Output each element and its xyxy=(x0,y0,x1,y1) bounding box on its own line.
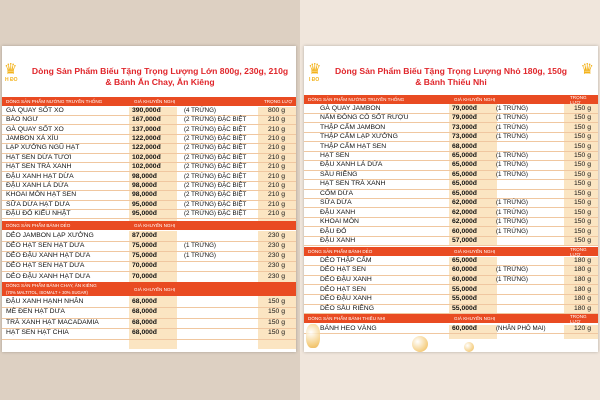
product-name: SỮA DỪA xyxy=(320,199,352,207)
product-weight: 230 g xyxy=(268,231,286,239)
product-row xyxy=(2,144,296,153)
product-row xyxy=(2,251,296,260)
product-price: 60,000đ xyxy=(452,275,477,283)
product-price: 65,000đ xyxy=(452,170,477,178)
product-price: 167,000đ xyxy=(132,116,161,124)
product-weight: 210 g xyxy=(268,144,286,152)
section-price-header: GIÁ KHUYẾN NGHỊ xyxy=(454,97,496,102)
product-price: 55,000đ xyxy=(452,304,477,312)
product-weight: 150 g xyxy=(574,152,592,160)
product-name: THẬP CẨM HẠT SEN xyxy=(320,142,387,150)
product-row xyxy=(2,329,296,338)
product-name: DẺO THẬP CẨM xyxy=(320,256,372,264)
product-price: 68,000đ xyxy=(132,308,157,316)
product-note: (1 TRỨNG) xyxy=(496,170,528,178)
product-row xyxy=(2,191,296,200)
product-weight: 180 g xyxy=(574,256,592,264)
product-row xyxy=(304,104,598,113)
product-weight: 150 g xyxy=(574,123,592,131)
product-price: 65,000đ xyxy=(452,152,477,160)
product-note: (2 TRỨNG) ĐẶC BIỆT xyxy=(184,163,247,171)
product-row xyxy=(304,142,598,151)
product-weight: 150 g xyxy=(574,180,592,188)
brand-logo-text: H ĐO xyxy=(5,77,18,83)
right-price-sheet xyxy=(304,46,598,352)
crown-decoration-icon: ♛ xyxy=(580,61,594,78)
product-name: TRÀ XANH HẠT MACADAMIA xyxy=(6,318,99,326)
product-row xyxy=(2,318,296,327)
section-name: DÒNG SẢN PHẨM BÁNH THIẾU NHI xyxy=(308,316,386,321)
left-price-sheet xyxy=(2,46,296,352)
product-price: 79,000đ xyxy=(452,114,477,122)
product-weight: 210 g xyxy=(268,210,286,218)
product-row xyxy=(304,151,598,160)
right-title xyxy=(304,66,598,88)
product-name: GÀ QUAY SỐT XO xyxy=(6,106,64,114)
product-weight: 180 g xyxy=(574,285,592,293)
product-weight: 180 g xyxy=(574,304,592,312)
row-divider xyxy=(304,333,598,334)
product-row xyxy=(2,241,296,250)
product-row xyxy=(2,181,296,190)
row-divider xyxy=(2,339,296,340)
product-note: (4 TRỨNG) xyxy=(184,106,216,114)
product-name: ĐẬU XANH LÁ DỨA xyxy=(6,181,69,189)
product-name: KHOAI MÔN HẠT SEN xyxy=(6,191,77,199)
product-row xyxy=(2,308,296,317)
left-title xyxy=(2,66,296,88)
product-price: 70,000đ xyxy=(132,262,157,270)
product-price: 95,000đ xyxy=(132,210,157,218)
section-header xyxy=(2,97,296,106)
product-name: THẬP CẨM JAMBON xyxy=(320,123,386,131)
product-note: (1 TRỨNG) xyxy=(496,208,528,216)
product-row xyxy=(2,106,296,115)
product-row xyxy=(304,236,598,245)
product-name: JAMBON XÁ XÍU xyxy=(6,134,59,142)
product-weight: 210 g xyxy=(268,153,286,161)
product-row xyxy=(2,297,296,306)
product-name: ĐẬU XANH HẠT DỪA xyxy=(6,172,74,180)
product-row xyxy=(2,134,296,143)
product-weight: 150 g xyxy=(268,318,286,326)
product-name: BÁNH HEO VÀNG xyxy=(320,324,377,332)
product-price: 122,000đ xyxy=(132,134,161,142)
product-price: 55,000đ xyxy=(452,295,477,303)
product-row xyxy=(304,324,598,333)
product-price: 122,000đ xyxy=(132,144,161,152)
product-note: (1 TRỨNG) xyxy=(496,123,528,131)
product-note: (2 TRỨNG) ĐẶC BIỆT xyxy=(184,172,247,180)
product-name: DẺO JAMBON LẠP XƯỞNG xyxy=(6,231,94,239)
section-name: DÒNG SẢN PHẨM BÁNH CHAY, ĂN KIÊNG xyxy=(6,283,97,288)
product-name: ĐẬU XANH xyxy=(320,237,356,245)
product-row xyxy=(2,162,296,171)
product-row xyxy=(2,209,296,218)
crown-logo-icon: ♛ xyxy=(4,61,18,78)
product-price: 65,000đ xyxy=(452,256,477,264)
right-title-line2: & Bánh Thiếu Nhi xyxy=(415,77,487,87)
product-name: LẠP XƯỞNG NGŨ HẠT xyxy=(6,144,80,152)
product-price: 60,000đ xyxy=(452,227,477,235)
product-price: 102,000đ xyxy=(132,163,161,171)
product-price: 62,000đ xyxy=(452,199,477,207)
product-row xyxy=(304,199,598,208)
section-price-header: GIÁ KHUYẾN NGHỊ xyxy=(134,223,176,228)
product-row xyxy=(2,262,296,271)
product-name: DẺO ĐẬU XANH xyxy=(320,295,372,303)
product-name: THẬP CẨM LẠP XƯỞNG xyxy=(320,133,398,141)
product-row xyxy=(304,189,598,198)
section-name: DÒNG SẢN PHẨM BÁNH DẺO xyxy=(308,249,373,254)
product-weight: 180 g xyxy=(574,275,592,283)
product-name: HẠT SEN HẠT CHIA xyxy=(6,329,69,337)
product-name: DẺO HẠT SEN xyxy=(320,266,366,274)
product-weight: 150 g xyxy=(574,227,592,235)
product-row xyxy=(304,113,598,122)
section-name: DÒNG SẢN PHẨM NƯỚNG TRUYỀN THỐNG xyxy=(308,97,405,102)
product-price: 68,000đ xyxy=(132,329,157,337)
product-price: 87,000đ xyxy=(132,231,157,239)
product-weight: 210 g xyxy=(268,163,286,171)
product-name: HẠT SEN TRÀ XANH xyxy=(6,163,72,171)
product-note: (1 TRỨNG) xyxy=(496,104,528,112)
product-weight: 150 g xyxy=(574,161,592,169)
product-name: GÀ QUAY SỐT XO xyxy=(6,125,64,133)
product-weight: 150 g xyxy=(574,104,592,112)
lantern-decoration xyxy=(412,336,428,352)
product-weight: 150 g xyxy=(574,199,592,207)
product-note: (1 TRỨNG) xyxy=(496,152,528,160)
section-header xyxy=(2,282,296,296)
product-name: BÀO NGƯ xyxy=(6,116,39,124)
product-note: (1 TRỨNG) xyxy=(184,241,216,249)
product-weight: 210 g xyxy=(268,172,286,180)
product-row xyxy=(304,256,598,265)
product-row xyxy=(304,266,598,275)
section-header xyxy=(304,95,598,104)
right-title-line1: Dòng Sản Phẩm Biếu Tặng Trọng Lượng Nhỏ 180g, 150g xyxy=(335,66,567,76)
product-note: (NHÂN PHÔ MAI) xyxy=(496,324,546,332)
product-price: 137,000đ xyxy=(132,125,161,133)
section-price-header: GIÁ KHUYẾN NGHỊ xyxy=(454,249,496,254)
product-name: HẠT SEN xyxy=(320,152,350,160)
product-weight: 150 g xyxy=(574,114,592,122)
product-weight: 210 g xyxy=(268,116,286,124)
product-row xyxy=(304,217,598,226)
product-price: 98,000đ xyxy=(132,181,157,189)
product-row xyxy=(2,125,296,134)
product-name: HẠT SEN DỪA TƯƠI xyxy=(6,153,72,161)
product-row xyxy=(304,132,598,141)
product-weight: 150 g xyxy=(574,133,592,141)
crown-decoration xyxy=(306,324,320,348)
product-row xyxy=(304,227,598,236)
product-price: 75,000đ xyxy=(132,252,157,260)
section-weight-header: TRỌNG LƯỢ xyxy=(570,94,587,105)
product-note: (1 TRỨNG) xyxy=(496,114,528,122)
product-note: (1 TRỨNG) xyxy=(496,275,528,283)
product-row xyxy=(304,123,598,132)
product-row xyxy=(304,170,598,179)
product-price: 73,000đ xyxy=(452,133,477,141)
product-price: 98,000đ xyxy=(132,172,157,180)
product-row xyxy=(304,208,598,217)
product-weight: 210 g xyxy=(268,181,286,189)
product-name: SỮA DỪA HẠT DƯA xyxy=(6,200,70,208)
product-name: ĐẬU XANH HẠNH NHÂN xyxy=(6,297,84,305)
product-row xyxy=(304,275,598,284)
section-weight-header: TRỌNG LƯỢ xyxy=(264,99,293,104)
product-weight: 150 g xyxy=(574,208,592,216)
product-note: (2 TRỨNG) ĐẶC BIỆT xyxy=(184,144,247,152)
product-weight: 210 g xyxy=(268,134,286,142)
product-row xyxy=(304,304,598,313)
section-name: DÒNG SẢN PHẨM NƯỚNG TRUYỀN THỐNG xyxy=(6,99,103,104)
product-row xyxy=(2,200,296,209)
section-header xyxy=(304,247,598,256)
product-name: DẺO HẠT SEN HẠT DƯA xyxy=(6,241,85,249)
product-note: (1 TRỨNG) xyxy=(496,161,528,169)
product-name: CỐM DỪA xyxy=(320,189,353,197)
product-price: 390,000đ xyxy=(132,106,161,114)
brand-logo-text: I ĐO xyxy=(309,77,320,83)
product-name: ĐẬU XANH xyxy=(320,208,356,216)
section-weight-header: TRỌNG LƯỢ xyxy=(570,313,587,324)
product-weight: 800 g xyxy=(268,106,286,114)
product-price: 70,000đ xyxy=(132,272,157,280)
product-weight: 150 g xyxy=(268,308,286,316)
product-price: 65,000đ xyxy=(452,180,477,188)
product-row xyxy=(304,180,598,189)
section-price-header: GIÁ KHUYẾN NGHỊ xyxy=(454,316,496,321)
product-price: 102,000đ xyxy=(132,153,161,161)
product-name: ĐẬU ĐỎ xyxy=(320,227,347,235)
product-row xyxy=(2,231,296,240)
product-note: (1 TRỨNG) xyxy=(496,227,528,235)
product-row xyxy=(2,172,296,181)
product-note: (1 TRỨNG) xyxy=(184,252,216,260)
product-note: (1 TRỨNG) xyxy=(496,218,528,226)
section-name: DÒNG SẢN PHẨM BÁNH DẺO xyxy=(6,223,71,228)
product-weight: 150 g xyxy=(268,297,286,305)
product-note: (2 TRỨNG) ĐẶC BIỆT xyxy=(184,153,247,161)
product-price: 79,000đ xyxy=(452,104,477,112)
product-name: DẺO HẠT SEN xyxy=(320,285,366,293)
product-note: (2 TRỨNG) ĐẶC BIỆT xyxy=(184,125,247,133)
product-price: 57,000đ xyxy=(452,237,477,245)
product-weight: 120 g xyxy=(574,324,592,332)
product-name: SẦU RIÊNG xyxy=(320,170,358,178)
left-title-line2: & Bánh Ăn Chay, Ăn Kiêng xyxy=(105,77,215,87)
section-header xyxy=(304,314,598,323)
row-divider xyxy=(2,218,296,219)
section-price-header: GIÁ KHUYẾN NGHỊ xyxy=(134,99,176,104)
product-price: 95,000đ xyxy=(132,200,157,208)
crown-logo-icon: ♛ xyxy=(308,61,322,78)
left-title-line1: Dòng Sản Phẩm Biếu Tặng Trọng Lượng Lớn 800g, 230g, 210g xyxy=(31,66,289,76)
product-weight: 150 g xyxy=(574,237,592,245)
product-weight: 180 g xyxy=(574,266,592,274)
product-note: (2 TRỨNG) ĐẶC BIỆT xyxy=(184,116,247,124)
product-note: (1 TRỨNG) xyxy=(496,266,528,274)
product-name: DẺO ĐẬU XANH HẠT DƯA xyxy=(6,272,91,280)
product-row xyxy=(304,294,598,303)
product-weight: 150 g xyxy=(574,218,592,226)
section-header xyxy=(2,221,296,230)
product-weight: 180 g xyxy=(574,295,592,303)
product-note: (1 TRỨNG) xyxy=(496,133,528,141)
product-weight: 230 g xyxy=(268,252,286,260)
product-price: 62,000đ xyxy=(452,218,477,226)
product-note: (2 TRỨNG) ĐẶC BIỆT xyxy=(184,134,247,142)
product-price: 65,000đ xyxy=(452,189,477,197)
section-price-header: GIÁ KHUYẾN NGHỊ xyxy=(134,286,176,292)
product-name: DẺO ĐẬU XANH xyxy=(320,275,372,283)
product-weight: 230 g xyxy=(268,262,286,270)
product-name: ĐẬU ĐỎ KIỂU NHẬT xyxy=(6,210,71,218)
product-name: KHOAI MÔN xyxy=(320,218,359,226)
product-name: HẠT SEN TRÀ XANH xyxy=(320,180,386,188)
product-row xyxy=(304,285,598,294)
product-weight: 210 g xyxy=(268,125,286,133)
product-row xyxy=(2,153,296,162)
product-weight: 210 g xyxy=(268,191,286,199)
section-subtitle: (70% MALTITOL, ISOMALT + 30% SUGAR) xyxy=(6,290,88,295)
product-weight: 210 g xyxy=(268,200,286,208)
product-weight: 150 g xyxy=(574,170,592,178)
product-name: MÈ ĐEN HẠT DƯA xyxy=(6,308,65,316)
product-weight: 150 g xyxy=(574,142,592,150)
product-name: ĐẬU XANH LÁ DỨA xyxy=(320,161,383,169)
product-note: (2 TRỨNG) ĐẶC BIỆT xyxy=(184,181,247,189)
product-price: 68,000đ xyxy=(132,318,157,326)
product-price: 68,000đ xyxy=(452,142,477,150)
product-row xyxy=(304,161,598,170)
product-name: GÀ QUAY JAMBON xyxy=(320,104,381,112)
product-name: DẺO SẦU RIÊNG xyxy=(320,304,375,312)
product-weight: 150 g xyxy=(574,189,592,197)
product-name: DẺO ĐẬU XANH HẠT DƯA xyxy=(6,252,91,260)
product-price: 60,000đ xyxy=(452,324,477,332)
product-price: 55,000đ xyxy=(452,285,477,293)
product-row xyxy=(2,272,296,281)
product-price: 60,000đ xyxy=(452,266,477,274)
product-price: 75,000đ xyxy=(132,241,157,249)
product-price: 98,000đ xyxy=(132,191,157,199)
lantern-decoration xyxy=(464,342,474,352)
product-note: (2 TRỨNG) ĐẶC BIỆT xyxy=(184,200,247,208)
product-price: 62,000đ xyxy=(452,208,477,216)
product-note: (2 TRỨNG) ĐẶC BIỆT xyxy=(184,191,247,199)
product-note: (1 TRỨNG) xyxy=(496,199,528,207)
product-name: NẤM ĐÔNG CÔ SỐT RƯỢU xyxy=(320,114,409,122)
product-price: 65,000đ xyxy=(452,161,477,169)
product-weight: 230 g xyxy=(268,241,286,249)
product-name: DẺO HẠT SEN HẠT DƯA xyxy=(6,262,85,270)
product-weight: 230 g xyxy=(268,272,286,280)
product-price: 68,000đ xyxy=(132,297,157,305)
product-price: 73,000đ xyxy=(452,123,477,131)
product-note: (2 TRỨNG) ĐẶC BIỆT xyxy=(184,210,247,218)
section-weight-header: TRỌNG LƯỢ xyxy=(570,246,587,257)
product-weight: 150 g xyxy=(268,329,286,337)
product-row xyxy=(2,115,296,124)
